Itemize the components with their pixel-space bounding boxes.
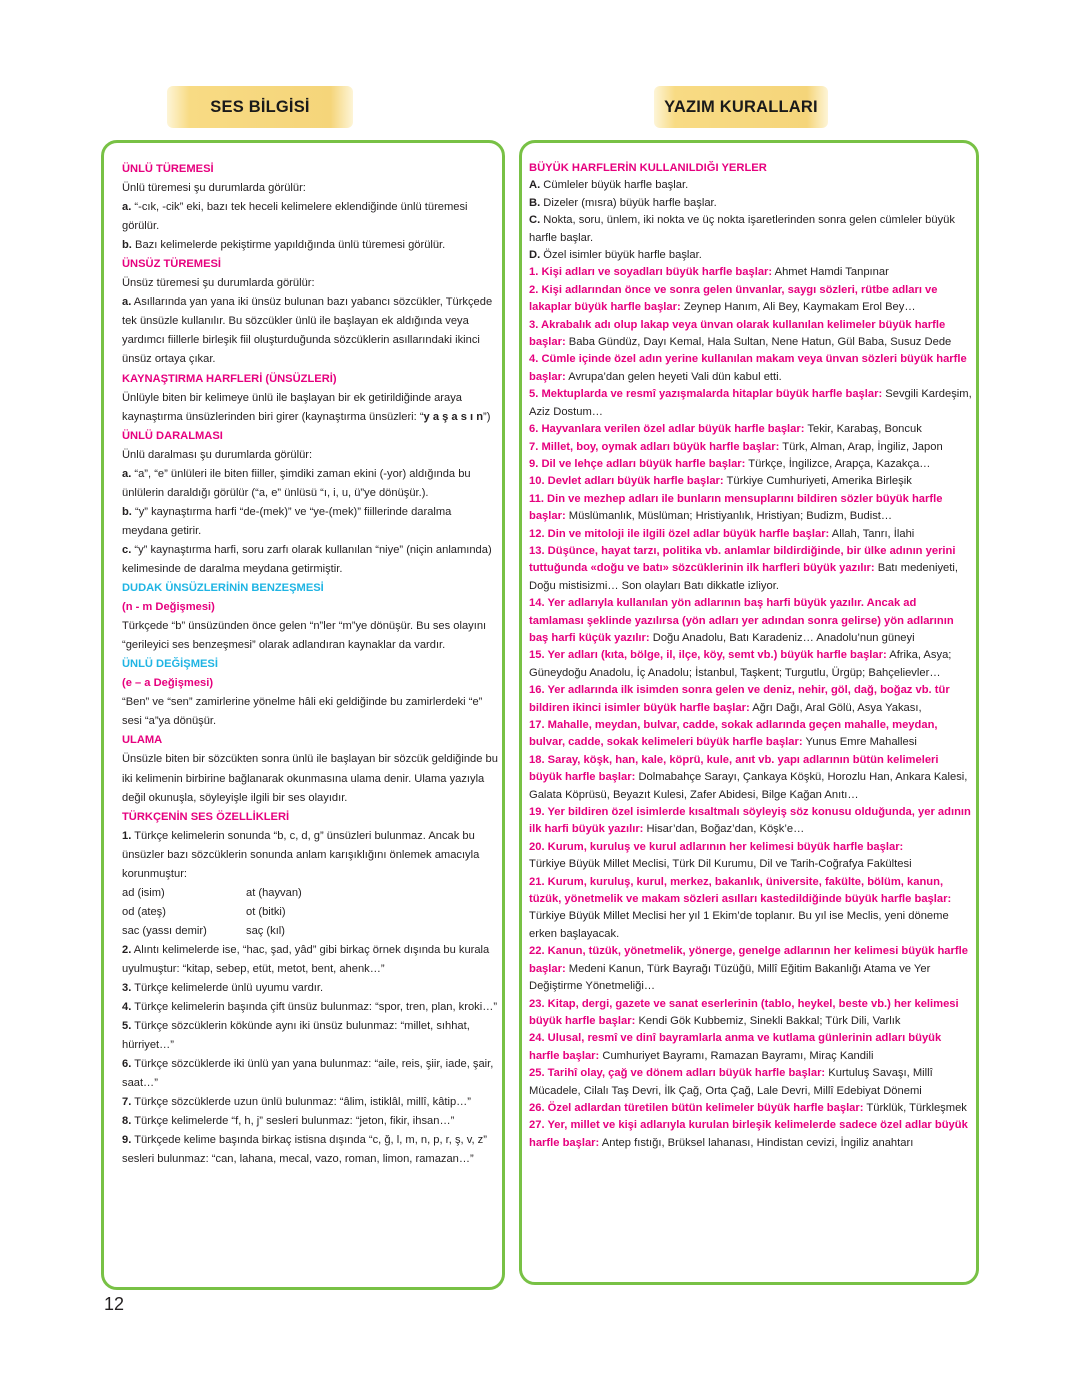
label: D.	[529, 249, 541, 262]
paragraph	[122, 293, 500, 369]
rule-text: 11. Din ve mezhep adları ile bunların mensuplarını bildiren sözler büyük harfle başlar:	[529, 492, 943, 523]
rule-text: 17. Mahalle, meydan, bulvar, cadde, sokak adlarında geçen mahalle, meydan, bulvar, cadde, sokak kelimeleri büyük harfle başlar:	[529, 719, 938, 749]
paragraph	[122, 541, 500, 579]
rule-item	[529, 282, 973, 317]
text: Türkçe sözcüklerde uzun ünlü bulunmaz: “âlim, istiklâl, millî, kâtip…”	[134, 1096, 472, 1109]
rule-example: Cumhuriyet Bayramı, Ramazan Bayramı, Miraç Kandili	[602, 1049, 874, 1062]
list-item	[122, 941, 500, 979]
rule-item	[529, 1117, 973, 1152]
rule-text: 26. Özel adlardan türetilen bütün kelimeler büyük harfle başlar:	[529, 1101, 864, 1114]
section-title: ÜNSÜZ TÜREMESİ	[122, 258, 222, 271]
right-column	[529, 160, 973, 1152]
paragraph: Ünsüzle biten bir sözcükten sonra ünlü ile başlayan bir sözcük geldiğinde bu iki kelimenin birbirine bağlanarak okunmasına ulama denir. Ulama yazıyla değil okunuşla, söyleyişle ilgili bir ses olayıdır.	[122, 753, 498, 804]
rule-item	[529, 439, 973, 456]
rule-text: 16. Yer adlarında ilk isimden sonra gelen ve deniz, nehir, göl, dağ, boğaz vb. tür bildiren ikinci isimler büyük harfle başlar:	[529, 684, 950, 714]
letters: y a ş a s ı n	[423, 410, 483, 423]
header-ses-bilgisi: SES BİLGİSİ	[167, 86, 353, 128]
paragraph	[122, 465, 500, 503]
text: ”)	[483, 410, 491, 423]
section-title: ÜNLÜ DARALMASI	[122, 429, 223, 442]
list-item	[529, 195, 973, 212]
rule-example: Doğu Anadolu, Batı Karadeniz… Anadolu’nun güneyi	[652, 631, 915, 644]
text: Türkçe sözcüklerin kökünde aynı iki ünsüz bulunmaz: “millet, sıhhat, hürriyet…”	[122, 1020, 470, 1052]
label: 1.	[122, 829, 132, 842]
rule-example: Ahmet Hamdi Tanpınar	[774, 266, 889, 279]
left-column	[122, 160, 500, 1169]
text: Türkçe kelimelerin sonunda “b, c, d, g” ünsüzleri bulunmaz. Ancak bu ünsüzler bazı sözcüklerin sonunda anlam karışıklığını önlemek amacıyla korunmuştur:	[122, 829, 480, 880]
rule-item	[529, 804, 973, 839]
example-word: at (hayvan)	[246, 886, 302, 899]
text: “y” kaynaştırma harfi, soru zarfı olarak kullanılan “niye” (niçin anlamında) kelimesinde de daralma meydana getirmiştir.	[122, 543, 492, 575]
rule-item	[529, 386, 973, 421]
label: 8.	[122, 1115, 132, 1128]
text: Türkçede kelime başında birkaç istisna dışında “c, ğ, l, m, n, p, r, ş, v, z” sesleri bulunmaz: “can, lahana, mecal, vazo, roman, limon, ramazan…”	[122, 1134, 487, 1166]
rule-item	[529, 317, 973, 352]
rule-example: Dolmabahçe Sarayı, Çankaya Köşkü, Horozlu Han, Ankara Kalesi, Galata Köprüsü, Beyazıt Kulesi, Zafer Abidesi, Bilge Kağan Anıtı…	[529, 771, 968, 801]
rule-text: 19. Yer bildiren özel isimlerde kısaltmalı söyleyiş söz konusu olduğunda, yer adının ilk harfi büyük yazılır:	[529, 806, 971, 836]
list-item	[122, 1017, 500, 1055]
section-subtitle: (e – a Değişmesi)	[122, 677, 214, 690]
rule-text: 14. Yer adlarıyla kullanılan yön adlarının baş harfi büyük yazılır. Ancak ad tamlaması şeklinde yazılırsa (yön adları yer adından sonra gelirse) yön adlarının baş harfi küçük yazılır:	[529, 597, 954, 644]
example-word: od (ateş)	[122, 905, 166, 918]
paragraph	[122, 827, 500, 884]
label: a.	[122, 467, 132, 480]
rule-text: 13. Düşünce, hayat tarzı, politika vb. anlamlar bildirdiğinde, bir ülke adının yerini tuttuğunda «doğu ve batı» sözcüklerinin ilk harfleri büyük yazılır:	[529, 544, 956, 575]
text: Türkçe sözcüklerde iki ünlü yan yana bulunmaz: “aile, reis, şiir, iade, şair, saat…”	[122, 1058, 494, 1090]
rule-item	[529, 682, 973, 717]
rule-item	[529, 456, 973, 473]
label: 5.	[122, 1020, 132, 1033]
rule-item	[529, 1100, 973, 1117]
rule-text: 7. Millet, boy, oymak adları büyük harfle başlar:	[529, 440, 780, 453]
paragraph	[122, 236, 500, 255]
rule-example: Müslümanlık, Müslüman; Hristiyanlık, Hristiyan; Budizm, Budist…	[568, 510, 893, 523]
example-word: ot (bitki)	[246, 905, 286, 918]
section-title: KAYNAŞTIRMA HARFLERİ (ÜNSÜZLERİ)	[122, 372, 337, 385]
rule-text: 12. Din ve mitoloji ile ilgili özel adlar büyük harfle başlar:	[529, 527, 830, 540]
rule-text: 6. Hayvanlara verilen özel adlar büyük harfle başlar:	[529, 423, 805, 436]
rule-item	[529, 595, 973, 647]
rule-text: 5. Mektuplarda ve resmî yazışmalarda hitaplar büyük harfle başlar:	[529, 388, 883, 401]
text: Cümleler büyük harfle başlar.	[543, 179, 689, 192]
paragraph: “Ben” ve “sen” zamirlerine yönelme hâli eki geldiğinde bu zamirlerdeki “e” sesi “a”ya dönüşür.	[122, 696, 483, 728]
text: “y” kaynaştırma harfi “de-(mek)” ve “ye-(mek)” fiillerinde daralma meydana getirir.	[122, 505, 452, 537]
rule-example: Medeni Kanun, Türk Bayrağı Tüzüğü, Millî Eğitim Bakanlığı Atama ve Yer Değiştirme Yönetmeliği…	[529, 962, 931, 993]
section-title: ÜNLÜ TÜREMESİ	[122, 163, 214, 175]
list-item	[122, 1093, 500, 1112]
text: Ünlüyle biten bir kelimeye ünlü ile başlayan bir ek getirildiğinde araya kaynaştırma ünsüzlerinden biri girer (kaynaştırma ünsüzleri: “	[122, 391, 462, 423]
example-pair	[122, 922, 500, 941]
rule-item	[529, 874, 973, 944]
rule-example: Tekir, Karabaş, Boncuk	[807, 423, 922, 436]
rules-list	[529, 264, 973, 1152]
list-item	[122, 979, 500, 998]
rule-example: Avrupa’dan gelen heyeti Vali dün kabul etti.	[568, 370, 782, 383]
example-pair	[122, 884, 500, 903]
rule-example: Yunus Emre Mahallesi	[805, 736, 917, 749]
section-title: ÜNLÜ DEĞİŞMESİ	[122, 658, 218, 671]
rule-example: Batı medeniyeti, Doğu mistisizmi… Son olayları Batı dikkatle izliyor.	[529, 562, 958, 592]
rule-example: Türk, Alman, Arap, İngiliz, Japon	[782, 440, 943, 453]
paragraph: Ünlü daralması şu durumlarda görülür:	[122, 448, 313, 461]
text: Türkçe kelimelerin başında çift ünsüz bulunmaz: “spor, tren, plan, kroki…”	[134, 1001, 498, 1014]
example-pair	[122, 903, 500, 922]
rule-example: Allah, Tanrı, İlahi	[831, 527, 915, 540]
rule-example: Türkçe, İngilizce, Arapça, Kazakça…	[748, 457, 931, 470]
rule-text: 24. Ulusal, resmî ve dinî bayramlarla anma ve kutlama günlerinin adları büyük harfle başlar:	[529, 1032, 942, 1062]
paragraph	[122, 389, 500, 427]
section-title: ULAMA	[122, 734, 163, 747]
rule-text: 1. Kişi adları ve soyadları büyük harfle başlar:	[529, 266, 773, 279]
rule-example: Türkiye Büyük Millet Meclisi, Türk Dil Kurumu, Dil ve Tarih-Coğrafya Fakültesi	[529, 858, 912, 871]
rule-item	[529, 943, 973, 995]
rule-item	[529, 526, 973, 543]
text: “-cık, -cik” eki, bazı tek heceli kelimelere eklendiğinde ünlü türemesi görülür.	[122, 201, 468, 233]
header-yazim-kurallari: YAZIM KURALLARI	[654, 86, 828, 128]
label: b.	[122, 239, 132, 252]
text: Bazı kelimelerde pekiştirme yapıldığında ünlü türemesi görülür.	[135, 239, 446, 252]
label: 6.	[122, 1058, 132, 1071]
list-item	[529, 247, 973, 264]
rule-item	[529, 647, 973, 682]
example-word: saç (kıl)	[246, 924, 285, 937]
section-title: BÜYÜK HARFLERİN KULLANILDIĞI YERLER	[529, 162, 767, 174]
rule-item	[529, 421, 973, 438]
rule-text: 3. Akrabalık adı olup lakap veya ünvan olarak kullanılan kelimeler büyük harfle başlar:	[529, 318, 946, 349]
rule-text: 2. Kişi adlarından önce ve sonra gelen ünvanlar, saygı sözleri, rütbe adları ve lakaplar büyük harfle başlar:	[529, 283, 938, 314]
rule-example: Türkiye Büyük Millet Meclisi her yıl 1 Ekim’de toplanır. Bu yıl ise Meclis, yeni döneme erken başlayacak.	[529, 910, 949, 940]
section-title: DUDAK ÜNSÜZLERİNİN BENZEŞMESİ	[122, 582, 324, 595]
list-item	[122, 1112, 500, 1131]
list-item	[529, 177, 973, 194]
text: Asıllarında yan yana iki ünsüz bulunan bazı yabancı sözcükler, Türkçede tek ünsüzle kullanılır. Bu sözcükler ünlü ile başlayan ek aldığında veya yardımcı fiillerle birleşik fiil oluşturduğunda sözcüklerin asıllarındaki ikinci ünsüz ortaya çıkar.	[122, 296, 493, 366]
rule-text: 20. Kurum, kuruluş ve kurul adlarının her kelimesi büyük harfle başlar:	[529, 840, 904, 853]
label: B.	[529, 196, 541, 209]
text: “a”, “e” ünlüleri ile biten fiiller, şimdiki zaman ekini (-yor) aldığında bu ünlülerin daraldığı görülür (“a, e” ünlüsü “ı, i, u, ü”ye dönüşür.).	[122, 467, 471, 499]
rule-example: Kurtuluş Savaşı, Millî Mücadele, Cilalı Taş Devri, İlk Çağ, Orta Çağ, Lale Devri, Millî Edebiyat Dönemi	[529, 1067, 933, 1097]
list-item	[529, 212, 973, 247]
rule-text: 23. Kitap, dergi, gazete ve sanat eserlerinin (tablo, heykel, beste vb.) her kelimesi büyük harfle başlar:	[529, 997, 959, 1027]
text: Nokta, soru, ünlem, iki nokta ve üç nokta işaretlerinden sonra gelen cümleler büyük harfle başlar.	[529, 214, 955, 244]
rule-example: Baba Gündüz, Dayı Kemal, Hala Sultan, Nene Hatun, Gül Baba, Susuz Dede	[568, 336, 952, 349]
rule-item	[529, 1065, 973, 1100]
text: Alıntı kelimelerde ise, “hac, şad, yâd” gibi birkaç örnek dışında bu kurala uyulmuştur: “kitap, sebep, etüt, metot, bent, ahenk…”	[122, 943, 490, 975]
text: Türkçe kelimelerde “f, h, j” sesleri bulunmaz: “jeton, fikir, ihsan…”	[134, 1115, 455, 1128]
rule-text: 22. Kanun, tüzük, yönetmelik, yönerge, genelge adlarının her kelimesi büyük harfle başlar:	[529, 945, 968, 975]
rule-item	[529, 752, 973, 804]
rule-example: Türkiye Cumhuriyeti, Amerika Birleşik	[726, 475, 912, 488]
rule-example: Afrika, Asya; Güneydoğu Anadolu, İç Anadolu; İstanbul, Taşkent; Turgutlu, Ürgüp; Bahçelievler…	[529, 649, 952, 679]
label: C.	[529, 214, 541, 227]
paragraph	[122, 503, 500, 541]
section-title: TÜRKÇENİN SES ÖZELLİKLERİ	[122, 810, 290, 823]
rule-text: 4. Cümle içinde özel adın yerine kullanılan makam veya ünvan sözleri büyük harfle başlar:	[529, 353, 967, 383]
rule-text: 15. Yer adları (kıta, bölge, il, ilçe, köy, semt vb.) büyük harfle başlar:	[529, 649, 887, 662]
rule-item	[529, 491, 973, 526]
rule-text: 18. Saray, köşk, han, kale, köprü, kule, anıt vb. yapı adlarının bütün kelimeleri büyük harfle başlar:	[529, 753, 939, 784]
rule-example: Ağrı Dağı, Aral Gölü, Asya Yakası,	[752, 701, 922, 714]
paragraph	[122, 198, 500, 236]
text: Özel isimler büyük harfle başlar.	[543, 249, 702, 262]
rule-example: Sevgili Kardeşim, Aziz Dostum…	[529, 388, 972, 418]
rule-item	[529, 351, 973, 386]
example-word: ad (isim)	[122, 886, 165, 899]
paragraph: Ünsüz türemesi şu durumlarda görülür:	[122, 277, 315, 290]
rule-item	[529, 996, 973, 1031]
rule-item	[529, 264, 973, 281]
label: a.	[122, 296, 132, 309]
label: 4.	[122, 1001, 132, 1014]
rule-item	[529, 1030, 973, 1065]
label: b.	[122, 505, 132, 518]
rule-item	[529, 717, 973, 752]
page-number: 12	[104, 1294, 125, 1314]
rule-item	[529, 839, 973, 874]
label: 3.	[122, 982, 132, 995]
label: c.	[122, 543, 132, 556]
text: Türkçe kelimelerde ünlü uyumu vardır.	[134, 982, 324, 995]
rule-example: Kendi Gök Kubbemiz, Sinekli Bakkal; Türk Dili, Varlık	[638, 1014, 901, 1027]
example-word: sac (yassı demir)	[122, 924, 207, 937]
rule-text: 10. Devlet adları büyük harfle başlar:	[529, 475, 724, 488]
rule-text: 27. Yer, millet ve kişi adlarıyla kurulan birleşik kelimelerde sadece özel adlar büyük harfle başlar:	[529, 1119, 968, 1149]
rule-example: Hisar’dan, Boğaz’dan, Köşk’e…	[646, 823, 805, 836]
label: 9.	[122, 1134, 132, 1147]
list-item	[122, 1131, 500, 1169]
label: a.	[122, 201, 132, 214]
rule-example: Zeynep Hanım, Ali Bey, Kaymakam Erol Bey…	[683, 301, 916, 314]
label: A.	[529, 179, 541, 192]
list-item	[122, 1055, 500, 1093]
label: 2.	[122, 943, 132, 956]
paragraph: Türkçede “b” ünsüzünden önce gelen “n”ler “m”ye dönüşür. Bu ses olayını “gerileyici ses benzeşmesi” olarak adlandıran kaynaklar da vardır.	[122, 620, 487, 652]
section-subtitle: (n - m Değişmesi)	[122, 601, 215, 614]
rule-example: Antep fıstığı, Brüksel lahanası, Hindistan cevizi, İngiliz anahtarı	[601, 1136, 914, 1149]
rule-item	[529, 543, 973, 595]
rule-text: 21. Kurum, kuruluş, kurul, merkez, bakanlık, üniversite, fakülte, bölüm, kanun, tüzük, yönetmelik ve makam sözleri asılları kastedildiğinde büyük harfle başlar:	[529, 875, 952, 906]
list-item	[122, 998, 500, 1017]
rule-example: Türklük, Türkleşmek	[866, 1101, 967, 1114]
label: 7.	[122, 1096, 132, 1109]
text: Dizeler (mısra) büyük harfle başlar.	[543, 196, 717, 209]
rule-item	[529, 473, 973, 490]
rule-text: 9. Dil ve lehçe adları büyük harfle başlar:	[529, 457, 746, 470]
paragraph: Ünlü türemesi şu durumlarda görülür:	[122, 182, 306, 195]
rule-text: 25. Tarihî olay, çağ ve dönem adları büyük harfle başlar:	[529, 1067, 826, 1080]
